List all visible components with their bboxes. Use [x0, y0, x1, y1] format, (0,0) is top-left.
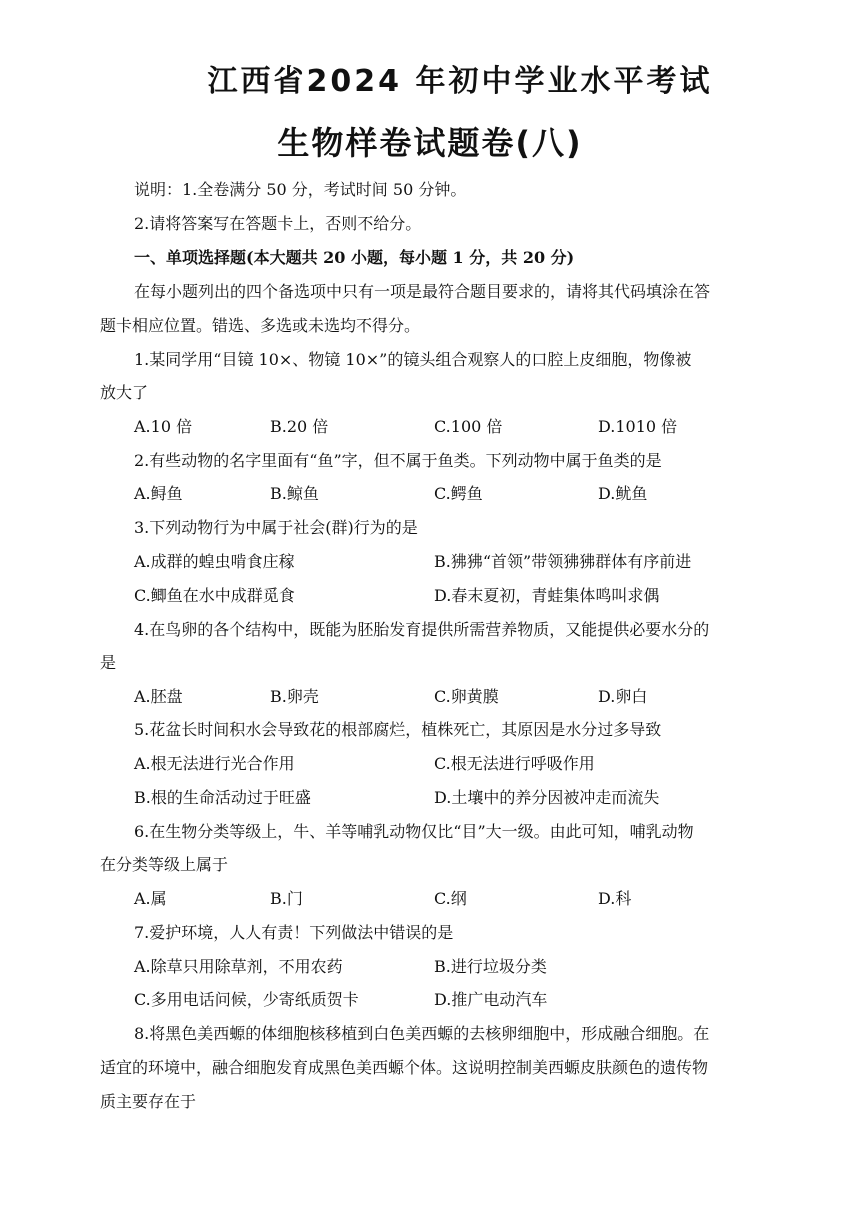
option-c: C.根无法进行呼吸作用 [434, 754, 595, 773]
instruction-line-2: 2.请将答案写在答题卡上，否则不给分。 [134, 214, 422, 233]
question-stem: 3.下列动物行为中属于社会(群)行为的是 [134, 518, 418, 537]
section-desc-line-1: 在每小题列出的四个备选项中只有一项是最符合题目要求的，请将其代码填涂在答 [134, 282, 711, 301]
option-d: D.春末夏初，青蛙集体鸣叫求偶 [434, 586, 660, 605]
option-a: A.10 倍 [134, 417, 193, 436]
question-stem: 1.某同学用“目镜 10×、物镜 10×”的镜头组合观察人的口腔上皮细胞，物像被 [134, 350, 692, 369]
section-heading: 一、单项选择题(本大题共 20 小题，每小题 1 分，共 20 分) [134, 248, 575, 267]
option-a: A.根无法进行光合作用 [134, 754, 295, 773]
option-a: A.属 [134, 889, 167, 908]
option-a: A.成群的蝗虫啃食庄稼 [134, 552, 295, 571]
option-d: D.1010 倍 [598, 417, 678, 436]
option-b: B.狒狒“首领”带领狒狒群体有序前进 [434, 552, 692, 571]
question-stem: 适宜的环境中，融合细胞发育成黑色美西螈个体。这说明控制美西螈皮肤颜色的遗传物 [100, 1058, 709, 1077]
option-d: D.土壤中的养分因被冲走而流失 [434, 788, 660, 807]
option-b: B.20 倍 [270, 417, 329, 436]
option-b: B.鲸鱼 [270, 484, 319, 503]
option-b: B.门 [270, 889, 303, 908]
option-d: D.推广电动汽车 [434, 990, 548, 1009]
option-b: B.卵壳 [270, 687, 319, 706]
option-d: D.卵白 [598, 687, 648, 706]
option-b: B.根的生命活动过于旺盛 [134, 788, 311, 807]
option-a: A.鲟鱼 [134, 484, 183, 503]
instruction-line-1: 说明：1.全卷满分 50 分，考试时间 50 分钟。 [134, 180, 467, 199]
question-stem: 7.爱护环境，人人有责！下列做法中错误的是 [134, 923, 454, 942]
question-stem: 2.有些动物的名字里面有“鱼”字，但不属于鱼类。下列动物中属于鱼类的是 [134, 451, 662, 470]
option-d: D.科 [598, 889, 632, 908]
question-stem: 放大了 [100, 383, 149, 402]
question-stem: 4.在鸟卵的各个结构中，既能为胚胎发育提供所需营养物质，又能提供必要水分的 [134, 620, 710, 639]
option-c: C.多用电话问候，少寄纸质贺卡 [134, 990, 359, 1009]
question-stem: 质主要存在于 [100, 1092, 197, 1111]
question-stem: 在分类等级上属于 [100, 855, 229, 874]
option-c: C.100 倍 [434, 417, 503, 436]
question-stem: 8.将黑色美西螈的体细胞核移植到白色美西螈的去核卵细胞中，形成融合细胞。在 [134, 1024, 710, 1043]
option-a: A.除草只用除草剂，不用农药 [134, 957, 343, 976]
option-c: C.鲫鱼在水中成群觅食 [134, 586, 295, 605]
option-a: A.胚盘 [134, 687, 183, 706]
question-stem: 是 [100, 653, 117, 672]
option-c: C.鳄鱼 [434, 484, 483, 503]
exam-subtitle: 生物样卷试题卷(八) [277, 124, 583, 162]
section-desc-line-2: 题卡相应位置。错选、多选或未选均不得分。 [100, 316, 421, 335]
question-stem: 6.在生物分类等级上，牛、羊等哺乳动物仅比“目”大一级。由此可知，哺乳动物 [134, 822, 694, 841]
option-d: D.鱿鱼 [598, 484, 648, 503]
option-c: C.纲 [434, 889, 467, 908]
question-stem: 5.花盆长时间积水会导致花的根部腐烂，植株死亡，其原因是水分过多导致 [134, 720, 662, 739]
exam-title: 江西省2024 年初中学业水平考试 [207, 64, 713, 99]
option-c: C.卵黄膜 [434, 687, 499, 706]
option-b: B.进行垃圾分类 [434, 957, 547, 976]
